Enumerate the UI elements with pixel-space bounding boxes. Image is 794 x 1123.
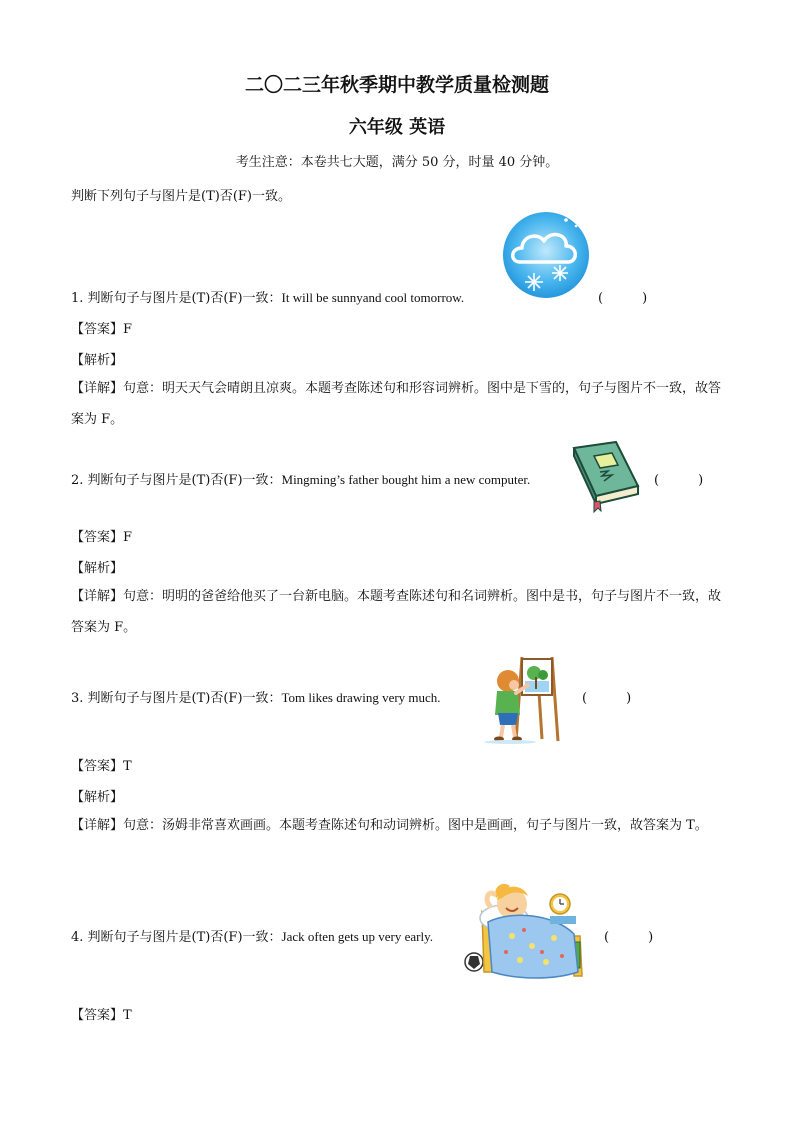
question-3-answer: 【答案】T — [71, 759, 132, 774]
question-2-prompt: 2. 判断句子与图片是(T)否(F)一致： — [71, 473, 282, 488]
question-1-detail: 【详解】句意：明天天气会晴朗且凉爽。本题考查陈述句和形容词辨析。图中是下雪的，句子与图片不一致，故答案为 F。 — [71, 381, 722, 427]
question-3-sentence: Tom likes drawing very much. — [281, 690, 441, 705]
section-instruction: 判断下列句子与图片是(T)否(F)一致。 — [71, 189, 291, 204]
question-3-text — [71, 687, 441, 706]
book-picture — [566, 438, 642, 518]
question-4-prompt: 4. 判断句子与图片是(T)否(F)一致： — [71, 930, 282, 945]
question-3-answer-blank[interactable]: ( ) — [582, 691, 632, 706]
question-1-prompt: 1. 判断句子与图片是(T)否(F)一致： — [71, 291, 282, 306]
question-2-detail: 【详解】句意：明明的爸爸给他买了一台新电脑。本题考查陈述句和名词辨析。图中是书，句子与图片不一致，故答案为 F。 — [71, 589, 722, 635]
question-2-sentence: Mingming’s father bought him a new computer. — [281, 472, 531, 487]
question-3-analysis-label: 【解析】 — [71, 790, 124, 805]
question-2-answer: 【答案】F — [71, 530, 133, 545]
question-1-answer-blank[interactable]: ( ) — [598, 291, 648, 306]
question-4-text — [71, 926, 433, 945]
question-1-analysis-label: 【解析】 — [71, 353, 124, 368]
exam-notice: 考生注意：本卷共七大题，满分 50 分，时量 40 分钟。 — [235, 155, 559, 170]
question-4-answer-blank[interactable]: ( ) — [604, 930, 654, 945]
question-1-answer: 【答案】F — [71, 322, 133, 337]
question-2-answer-blank[interactable]: ( ) — [654, 473, 704, 488]
exam-subtitle: 六年级 英语 — [348, 117, 446, 138]
question-2-analysis-label: 【解析】 — [71, 561, 124, 576]
question-4-sentence: Jack often gets up very early. — [281, 929, 434, 944]
question-4-answer: 【答案】T — [71, 1008, 132, 1023]
question-2-text — [71, 469, 530, 488]
boy-drawing-picture — [478, 651, 562, 745]
boy-waking-up-picture — [462, 876, 598, 986]
question-3-prompt: 3. 判断句子与图片是(T)否(F)一致： — [71, 691, 282, 706]
question-3-detail: 【详解】句意：汤姆非常喜欢画画。本题考查陈述句和动词辨析。图中是画画，句子与图片一致，故答案为 T。 — [71, 818, 708, 833]
snow-cloud-picture — [500, 210, 592, 300]
question-1-text — [71, 287, 464, 306]
question-1-sentence: It will be sunnyand cool tomorrow. — [281, 290, 465, 305]
exam-title: 二〇二三年秋季期中教学质量检测题 — [244, 74, 549, 96]
